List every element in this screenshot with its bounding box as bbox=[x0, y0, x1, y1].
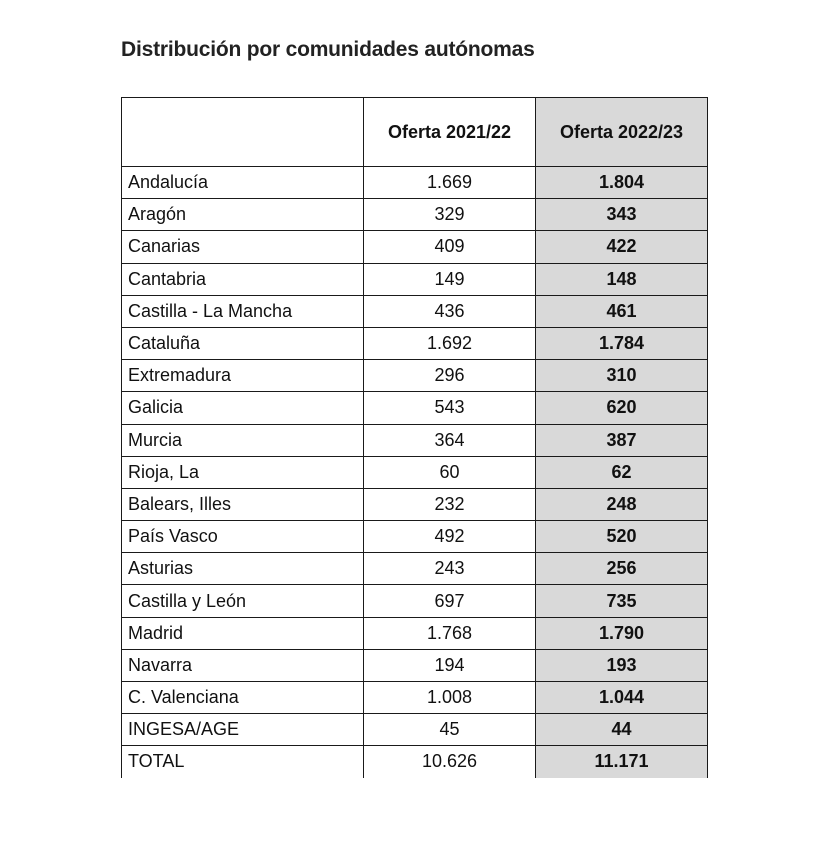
table-row-total bbox=[122, 746, 708, 778]
table-row bbox=[122, 327, 708, 359]
table-header-row bbox=[122, 98, 708, 167]
cell-oferta-2022-23: 62 bbox=[536, 456, 708, 488]
table-row bbox=[122, 617, 708, 649]
cell-oferta-2021-22: 60 bbox=[364, 456, 536, 488]
cell-oferta-2021-22: 45 bbox=[364, 714, 536, 746]
cell-region: TOTAL bbox=[122, 746, 364, 778]
cell-region: Rioja, La bbox=[122, 456, 364, 488]
cell-region: C. Valenciana bbox=[122, 682, 364, 714]
cell-oferta-2021-22: 697 bbox=[364, 585, 536, 617]
distribution-table bbox=[121, 97, 708, 778]
cell-oferta-2022-23: 735 bbox=[536, 585, 708, 617]
table-row bbox=[122, 714, 708, 746]
cell-region: Galicia bbox=[122, 392, 364, 424]
cell-oferta-2022-23: 422 bbox=[536, 231, 708, 263]
cell-region: Castilla y León bbox=[122, 585, 364, 617]
cell-region: País Vasco bbox=[122, 521, 364, 553]
cell-region: Andalucía bbox=[122, 167, 364, 199]
cell-region: Madrid bbox=[122, 617, 364, 649]
cell-oferta-2022-23: 1.044 bbox=[536, 682, 708, 714]
table-row bbox=[122, 231, 708, 263]
cell-region: Cantabria bbox=[122, 263, 364, 295]
cell-region: INGESA/AGE bbox=[122, 714, 364, 746]
cell-oferta-2021-22: 1.692 bbox=[364, 327, 536, 359]
header-oferta-2021-22: Oferta 2021/22 bbox=[364, 98, 536, 167]
cell-oferta-2022-23: 1.790 bbox=[536, 617, 708, 649]
cell-oferta-2021-22: 543 bbox=[364, 392, 536, 424]
table-row bbox=[122, 392, 708, 424]
table-row bbox=[122, 682, 708, 714]
cell-oferta-2021-22: 1.669 bbox=[364, 167, 536, 199]
cell-region: Aragón bbox=[122, 199, 364, 231]
table-row bbox=[122, 456, 708, 488]
cell-oferta-2021-22: 329 bbox=[364, 199, 536, 231]
cell-oferta-2022-23: 148 bbox=[536, 263, 708, 295]
cell-oferta-2022-23: 248 bbox=[536, 488, 708, 520]
table-row bbox=[122, 553, 708, 585]
cell-oferta-2021-22: 10.626 bbox=[364, 746, 536, 778]
cell-oferta-2021-22: 1.768 bbox=[364, 617, 536, 649]
cell-oferta-2021-22: 296 bbox=[364, 360, 536, 392]
table-row bbox=[122, 263, 708, 295]
cell-oferta-2021-22: 1.008 bbox=[364, 682, 536, 714]
cell-oferta-2021-22: 409 bbox=[364, 231, 536, 263]
cell-region: Murcia bbox=[122, 424, 364, 456]
cell-region: Balears, Illes bbox=[122, 488, 364, 520]
cell-oferta-2021-22: 436 bbox=[364, 295, 536, 327]
cell-region: Navarra bbox=[122, 649, 364, 681]
cell-oferta-2022-23: 256 bbox=[536, 553, 708, 585]
header-region bbox=[122, 98, 364, 167]
cell-oferta-2022-23: 343 bbox=[536, 199, 708, 231]
cell-region: Canarias bbox=[122, 231, 364, 263]
cell-region: Castilla - La Mancha bbox=[122, 295, 364, 327]
table-body bbox=[122, 167, 708, 778]
cell-oferta-2021-22: 243 bbox=[364, 553, 536, 585]
cell-oferta-2022-23: 387 bbox=[536, 424, 708, 456]
cell-oferta-2022-23: 44 bbox=[536, 714, 708, 746]
cell-oferta-2022-23: 461 bbox=[536, 295, 708, 327]
table-row bbox=[122, 585, 708, 617]
table-row bbox=[122, 295, 708, 327]
table-row bbox=[122, 521, 708, 553]
cell-oferta-2021-22: 492 bbox=[364, 521, 536, 553]
cell-oferta-2022-23: 11.171 bbox=[536, 746, 708, 778]
table-row bbox=[122, 199, 708, 231]
header-oferta-2022-23: Oferta 2022/23 bbox=[536, 98, 708, 167]
table-row bbox=[122, 649, 708, 681]
table-row bbox=[122, 488, 708, 520]
cell-oferta-2022-23: 1.804 bbox=[536, 167, 708, 199]
table-row bbox=[122, 424, 708, 456]
cell-region: Cataluña bbox=[122, 327, 364, 359]
cell-oferta-2022-23: 1.784 bbox=[536, 327, 708, 359]
cell-oferta-2021-22: 364 bbox=[364, 424, 536, 456]
cell-oferta-2021-22: 149 bbox=[364, 263, 536, 295]
cell-oferta-2021-22: 232 bbox=[364, 488, 536, 520]
cell-oferta-2022-23: 620 bbox=[536, 392, 708, 424]
cell-oferta-2022-23: 193 bbox=[536, 649, 708, 681]
table-row bbox=[122, 360, 708, 392]
cell-oferta-2022-23: 310 bbox=[536, 360, 708, 392]
table-row bbox=[122, 167, 708, 199]
page-title: Distribución por comunidades autónomas bbox=[121, 38, 535, 61]
cell-oferta-2021-22: 194 bbox=[364, 649, 536, 681]
cell-region: Asturias bbox=[122, 553, 364, 585]
cell-oferta-2022-23: 520 bbox=[536, 521, 708, 553]
cell-region: Extremadura bbox=[122, 360, 364, 392]
